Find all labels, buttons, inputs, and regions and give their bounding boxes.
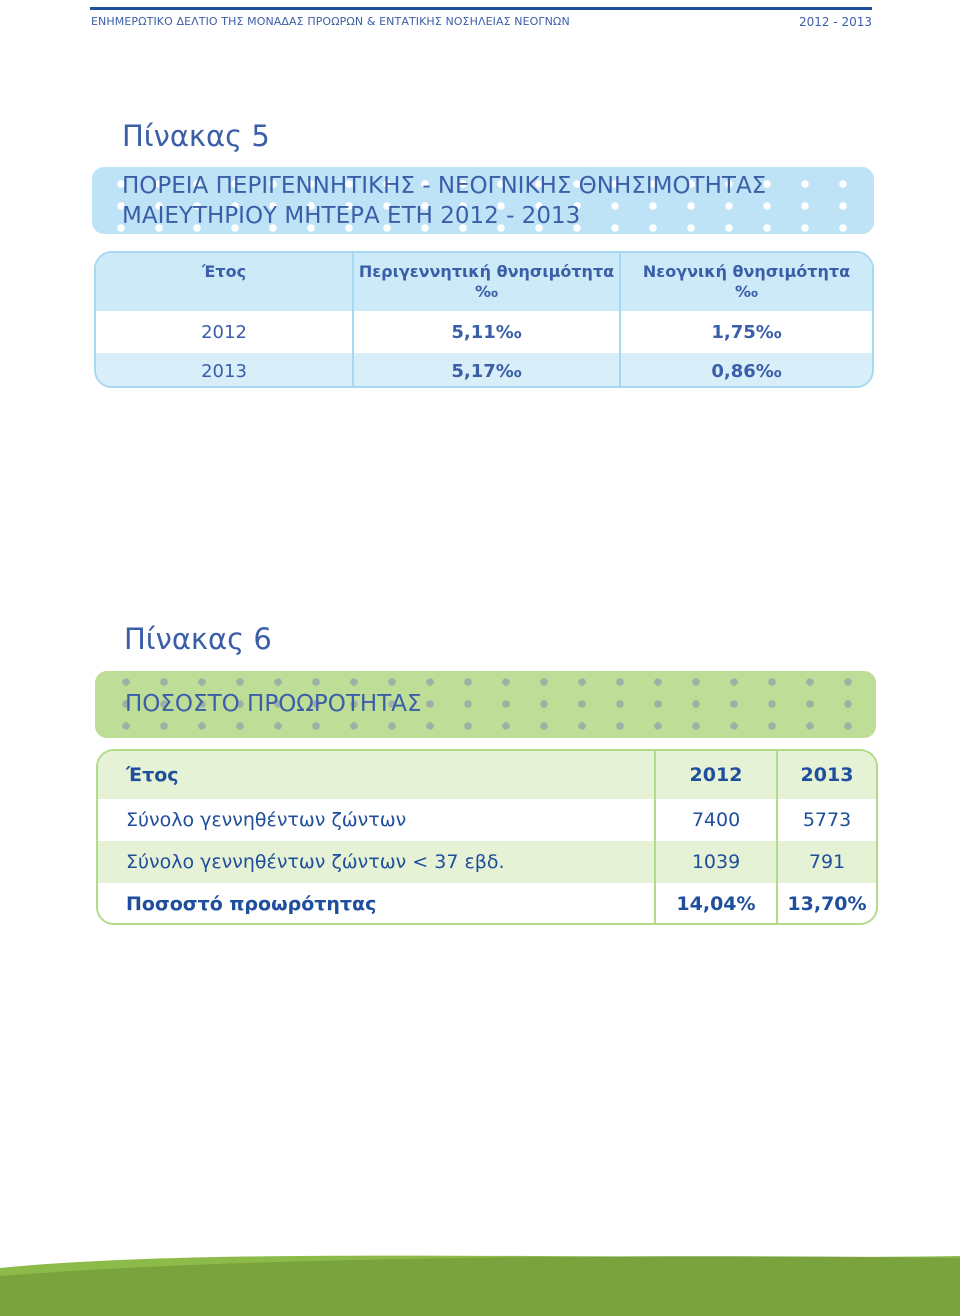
table5-header-year: Έτος [96, 253, 353, 311]
table5-title-banner [92, 167, 874, 234]
table5-header-row [96, 253, 872, 311]
table-row [98, 799, 876, 841]
table6-cell-2012: 1039 [655, 841, 777, 883]
header-rule [90, 7, 872, 10]
running-header-years: 2012 - 2013 [798, 15, 872, 29]
table-row [96, 311, 872, 353]
table6-header-row [98, 751, 876, 799]
table6-title: ΠΟΣΟΣΤΟ ΠΡΟΩΡΟΤΗΤΑΣ [125, 691, 422, 717]
table5-cell-neonatal: 0,86‰ [711, 361, 782, 382]
table6-cell-2012: 7400 [655, 799, 777, 841]
table6-cell-2013: 5773 [802, 809, 852, 831]
bottom-hills-decoration [0, 1206, 960, 1316]
table5-title-line1: ΠΟΡΕΙΑ ΠΕΡΙΓΕΝΝΗΤΙΚΗΣ - ΝΕΟΓΝΙΚΗΣ ΘΝΗΣΙΜΟΤΗΤΑΣ [122, 173, 767, 199]
table5-header-neonatal: Νεογνική θνησιμότητα ‰ [642, 262, 851, 301]
table5-header-perinatal: Περιγεννητική θνησιμότητα ‰ [353, 253, 620, 311]
table6-header-year: Έτος [98, 751, 655, 799]
table6-cell-label: Σύνολο γεννηθέντων ζώντων [98, 799, 655, 841]
table6-cell-label: Σύνολο γεννηθέντων ζώντων < 37 εβδ. [98, 841, 655, 883]
table6-cell-label: Ποσοστό προωρότητας [98, 883, 655, 925]
table6-title-banner [95, 671, 876, 738]
table6-cell-2013: 13,70% [787, 893, 867, 915]
table5-title [122, 171, 766, 231]
table-row [98, 841, 876, 883]
table5-cell-neonatal: 1,75‰ [711, 321, 782, 343]
running-header-title: ΕΝΗΜΕΡΩΤΙΚΟ ΔΕΛΤΙΟ ΤΗΣ ΜΟΝΑΔΑΣ ΠΡΟΩΡΩΝ & ΕΝΤΑΤΙΚΗΣ ΝΟΣΗΛΕΙΑΣ ΝΕΟΓΝΩΝ [91, 15, 570, 28]
table6-cell-2012: 14,04% [655, 883, 777, 925]
table5-cell-year: 2013 [96, 353, 353, 388]
table-row [96, 353, 872, 388]
table6-label: Πίνακας 6 [124, 622, 272, 656]
table6-header-2012: 2012 [655, 751, 777, 799]
table-row [98, 883, 876, 925]
table5-label: Πίνακας 5 [122, 119, 270, 153]
table5-cell-perinatal: 5,17‰ [353, 353, 620, 388]
table5 [94, 251, 874, 388]
table5-cell-perinatal: 5,11‰ [353, 311, 620, 353]
table6-cell-2013: 791 [808, 851, 846, 873]
table6 [96, 749, 878, 925]
table6-header-2013: 2013 [800, 764, 854, 786]
table5-title-line2: ΜΑΙΕΥΤΗΡΙΟΥ ΜΗΤΕΡΑ ΕΤΗ 2012 - 2013 [122, 203, 581, 229]
table5-cell-year: 2012 [96, 311, 353, 353]
